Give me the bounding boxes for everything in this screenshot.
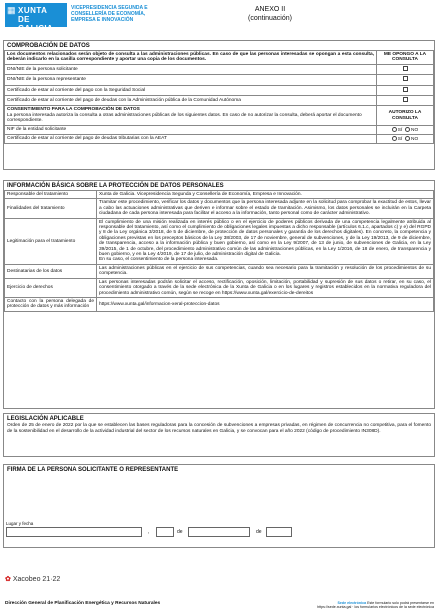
- oppose-checkbox-comunidad-autonoma[interactable]: [403, 97, 408, 102]
- annex-title-text: ANEXO II: [254, 6, 286, 13]
- no-radio-aeat[interactable]: [405, 136, 410, 141]
- oppose-header: ME OPONGO A LA CONSULTA: [377, 51, 434, 65]
- authorize-header: AUTORIZO LA CONSULTA: [377, 106, 434, 125]
- destinatarias-label: Destinatarias de los datos: [5, 264, 97, 278]
- proteccion-section: [3, 180, 435, 409]
- proteccion-title: INFORMACIÓN BÁSICA SOBRE LA PROTECCIÓN DE DATOS PERSONALES: [7, 183, 224, 189]
- oppose-checkbox-dni-solicitante[interactable]: [403, 66, 408, 71]
- lugar-input[interactable]: [6, 527, 142, 537]
- comma-separator: ,: [148, 529, 150, 535]
- sede-text1: Este formulario solo podrá presentarse en: [367, 601, 434, 605]
- firma-title: FIRMA DE LA PERSONA SOLICITANTE O REPRESENTANTE: [7, 467, 179, 473]
- derechos-label: Ejercicio de derechos: [5, 278, 97, 297]
- check-item-dni-representante: DNI/NIE de la persona representante: [5, 75, 377, 85]
- legislacion-text: Orden de 25 de enero de 2022 por la que se establecen las bases reguladoras para la concesión de subvenciones a empresas privadas, en régimen de concurrencia no competitiva, para el fomento de la sostenibilidad en el desarrollo de la actividad industrial del sector de los recursos naturales en Galicia, y se convocan para el año 2022 (código de procedimiento IN308D).: [7, 423, 431, 435]
- check-item-dni-solicitante: DNI/NIE de la persona solicitante: [5, 64, 377, 74]
- xacobeo-icon: ✿: [5, 576, 11, 583]
- check-item-comunidad-autonoma: Certificado de estar al corriente del pago de deudas con la Administración pública de la Comunidad Autónoma: [5, 96, 377, 106]
- responsable-label: Responsable del tratamiento: [5, 191, 97, 199]
- xacobeo-logo: [5, 575, 60, 583]
- dept-line2: CONSELLERÍA DE ECONOMÍA,: [71, 11, 146, 17]
- xunta-emblem-icon: ▦: [7, 5, 16, 15]
- comprobacion-title: COMPROBACIÓN DE DATOS: [7, 43, 90, 49]
- destinatarias-text: Las administraciones públicas en el ejercicio de sus competencias, cuando sea necesario para la tramitación y resolución de los procedimientos de su competencia.: [97, 264, 434, 278]
- legislacion-section: [3, 413, 435, 457]
- de-separator-1: de: [177, 529, 183, 535]
- proteccion-table: [4, 190, 434, 312]
- consent-radio-group-nif: [377, 125, 434, 134]
- yes-radio-aeat[interactable]: [392, 136, 397, 141]
- legitimacion-text: El cumplimiento de una misión realizada en interés público o en el ejercicio de poderes públicos derivada de una competencia legalmente atribuida al responsable del tratamiento, así como el cumplimiento de obligaciones legales impuestas a dicho responsable (artículos 6.1.c, apartados c) y e) del RGPD y 8 de la Ley orgánica 3/2018, de 5 de diciembre, de protección de datos personales y garantía de los derechos digitales). En concreto, la competencia y obligaciones previstas en los preceptos básicos de la Ley 38/2003, de 17 de noviembre, general de subvenciones, y de la Ley 19/2013, de 9 de diciembre, de transparencia, acceso a la información pública y buen gobierno, así como en la Ley 9/2007, de 13 de junio, de subvenciones de Galicia, en la Ley 39/2015, de 1 de octubre, del procedimiento administrativo común de las administraciones públicas, en la Ley 1/2016, de 18 de enero, de transparencia y buen gobierno, y en la Ley 4/2019, de 17 de julio, de administración digital de Galicia.: [99, 219, 431, 258]
- no-label: NO: [411, 136, 419, 142]
- yes-radio-nif[interactable]: [392, 127, 397, 132]
- comprobacion-intro: Los documentos relacionados serán objeto de consulta a las administraciones públicas. En caso de que las personas interesadas se opongan a esta consulta, deberán indicarlo en la casilla correspondiente y aportar una copia de los documentos.: [5, 51, 377, 65]
- logo-line2: DE GALICIA: [18, 15, 53, 33]
- responsable-text: Xunta de Galicia. Vicepresidencia Segunda y Consellería de Economía, Empresa e Innovación.: [97, 191, 434, 199]
- contacto-link[interactable]: https://www.xunta.gal/informacion-xeral-proteccion-datos: [97, 297, 434, 311]
- consent-title: CONSENTIMIENTO PARA LA COMPROBACIÓN DE DATOS: [7, 107, 140, 113]
- consent-radio-group-aeat: [377, 134, 434, 143]
- de-separator-2: de: [256, 529, 262, 535]
- finalidades-text: Tramitar este procedimiento, verificar los datos y documentos que la persona interesada adjunte en la solicitud para comprobar la exactitud de estos, llevar a cabo las actuaciones administrativas que deriven e informar sobre el estado de tramitación. Asimismo, los datos personales se incluirán en la Carpeta ciudadana de cada persona interesada para facilitar el acceso a la información, tanto personal como de carácter administrativo.: [97, 199, 434, 218]
- legitimacion-cell: [97, 218, 434, 264]
- no-radio-nif[interactable]: [405, 127, 410, 132]
- legitimacion-label: Legitimación para el tratamiento: [5, 218, 97, 264]
- yes-label: SÍ: [397, 136, 403, 142]
- annex-title: [220, 5, 320, 23]
- comprobacion-table: [4, 50, 434, 144]
- check-item-seguridad-social: Certificado de estar al corriente del pago con la Seguridad Social: [5, 85, 377, 95]
- month-input[interactable]: [188, 527, 250, 537]
- lugar-fecha-label: Lugar y fecha: [6, 521, 34, 526]
- sede-title: Sede electrónica: [337, 601, 367, 605]
- logo-line1: XUNTA: [18, 6, 48, 15]
- year-input[interactable]: [266, 527, 292, 537]
- comprobacion-section: [3, 40, 435, 170]
- day-input[interactable]: [156, 527, 174, 537]
- oppose-checkbox-dni-representante[interactable]: [403, 76, 408, 81]
- department-name: [71, 5, 211, 23]
- annex-subtitle-text: (continuación): [248, 15, 292, 22]
- direccion-general: Dirección General de Planificación Energética y Recursos Naturales: [5, 601, 161, 606]
- yes-label: SÍ: [397, 127, 403, 133]
- consent-item-nif: NIF de la entidad solicitante: [5, 125, 377, 134]
- consent-text: La persona interesada autoriza la consulta a otras administraciones públicas de los siguientes datos. En caso de no autorizar la consulta, deberá aportar el documento correspondiente.: [7, 112, 362, 124]
- xunta-logo: [5, 3, 67, 33]
- legitimacion-extra: En su caso, el consentimiento de la persona interesada.: [99, 257, 219, 263]
- contacto-label: Contacto con la persona delegada de protección de datos y más información: [5, 297, 97, 311]
- xacobeo-text: Xacobeo 21·22: [12, 576, 61, 583]
- legislacion-title: LEGISLACIÓN APLICABLE: [7, 416, 84, 422]
- derechos-text: Las personas interesadas podrán solicitar el acceso, rectificación, oposición, limitación, portabilidad y supresión de sus datos o retirar, en su caso, el consentimiento otorgado a través de la sede electrónica de la Xunta de Galicia o en los lugares y registros establecidos en la normativa reguladora del procedimiento administrativo común, según se recoge en https://www.xunta.gal/exercicio-de-dereitos: [97, 278, 434, 297]
- consent-block: [5, 106, 377, 125]
- oppose-checkbox-seguridad-social[interactable]: [403, 87, 408, 92]
- dept-line3: EMPRESA E INNOVACIÓN: [71, 17, 134, 23]
- page-header: [5, 3, 435, 33]
- finalidades-label: Finalidades del tratamiento: [5, 199, 97, 218]
- consent-item-aeat: Certificado de estar al corriente del pago de deudas tributarias con la AEAT: [5, 134, 377, 143]
- dept-line1: VICEPRESIDENCIA SEGUNDA E: [71, 5, 148, 11]
- sede-text2: https://sede.xunta.gal · los formularios electrónicos de la sede electrónica: [317, 605, 434, 609]
- no-label: NO: [411, 127, 419, 133]
- sede-electronica-note: [284, 601, 434, 609]
